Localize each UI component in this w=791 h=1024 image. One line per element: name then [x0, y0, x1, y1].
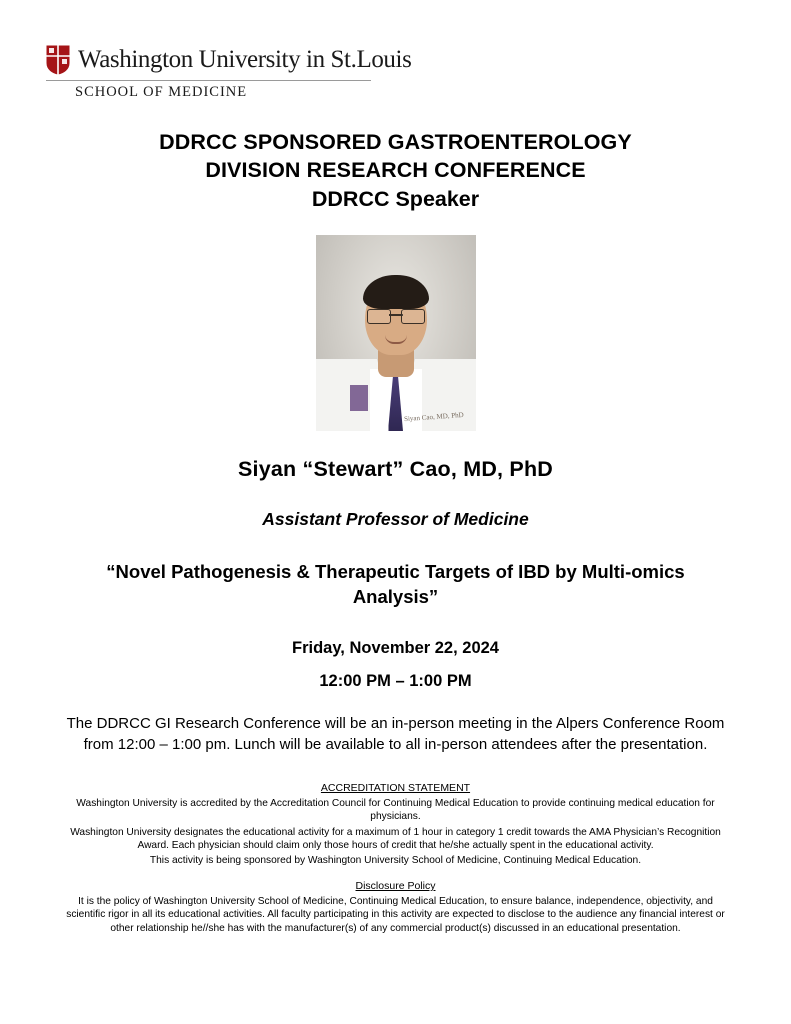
- speaker-portrait: [316, 235, 476, 431]
- speaker-role: Assistant Professor of Medicine: [262, 509, 529, 530]
- event-date: Friday, November 22, 2024: [292, 639, 499, 658]
- header-title-block: [44, 128, 747, 213]
- eyeglasses-icon: [367, 309, 425, 322]
- event-time: 12:00 PM – 1:00 PM: [319, 672, 472, 691]
- lens-right: [401, 309, 425, 324]
- speaker-name: Siyan “Stewart” Cao, MD, PhD: [237, 457, 554, 482]
- logo-row: [45, 44, 747, 76]
- accreditation-heading: ACCREDITATION STATEMENT: [320, 781, 471, 794]
- logo-divider: [46, 80, 371, 81]
- logo-wordmark: Washington University in St.Louis: [78, 46, 412, 73]
- accreditation-paragraph: This activity is being sponsored by Washington University School of Medicine, Continuing Medical Education.: [149, 855, 642, 867]
- page-title-line-1: DDRCC SPONSORED GASTROENTEROLOGY: [159, 130, 632, 154]
- id-badge: [350, 385, 368, 411]
- shield-crest-icon: [45, 44, 71, 76]
- disclosure-heading: Disclosure Policy: [355, 879, 436, 892]
- page-title-line-3: DDRCC Speaker: [311, 186, 480, 211]
- page-title-line-2: DIVISION RESEARCH CONFERENCE: [205, 158, 586, 183]
- lens-left: [367, 309, 391, 324]
- accreditation-section: [44, 782, 747, 936]
- disclosure-paragraph: It is the policy of Washington University School of Medicine, Continuing Medical Education, to ensure balance, independence, objectivity, and scientific rigor in all its educational activities. All faculty participating in this activity are expected to disclose to the audience any financial interest or other relationship he//she has with the manufacturer(s) of any commercial product(s) discussed in an educational presentation.: [66, 895, 725, 934]
- accreditation-paragraph: Washington University is accredited by the Accreditation Council for Continuing Medical Education to provide continuing medical education for physicians.: [76, 797, 715, 823]
- logo-school-name: SCHOOL OF MEDICINE: [75, 84, 248, 100]
- event-details: The DDRCC GI Research Conference will be an in-person meeting in the Alpers Conference Room from 12:00 – 1:00 pm. Lunch will be available to all in-person attendees after the presentation.: [66, 715, 725, 754]
- university-logo: [44, 0, 747, 101]
- accreditation-paragraph: Washington University designates the educational activity for a maximum of 1 hour in category 1 credit towards the AMA Physician’s Recognition Award. Each physician should claim only those hours of credit that he/she actually spent in the educational activity.: [70, 826, 721, 852]
- photo-signature: Siyan Cao, MD, PhD: [403, 411, 464, 424]
- speaker-photo-frame: [316, 235, 476, 431]
- talk-title: “Novel Pathogenesis & Therapeutic Targets of IBD by Multi-omics Analysis”: [106, 561, 685, 608]
